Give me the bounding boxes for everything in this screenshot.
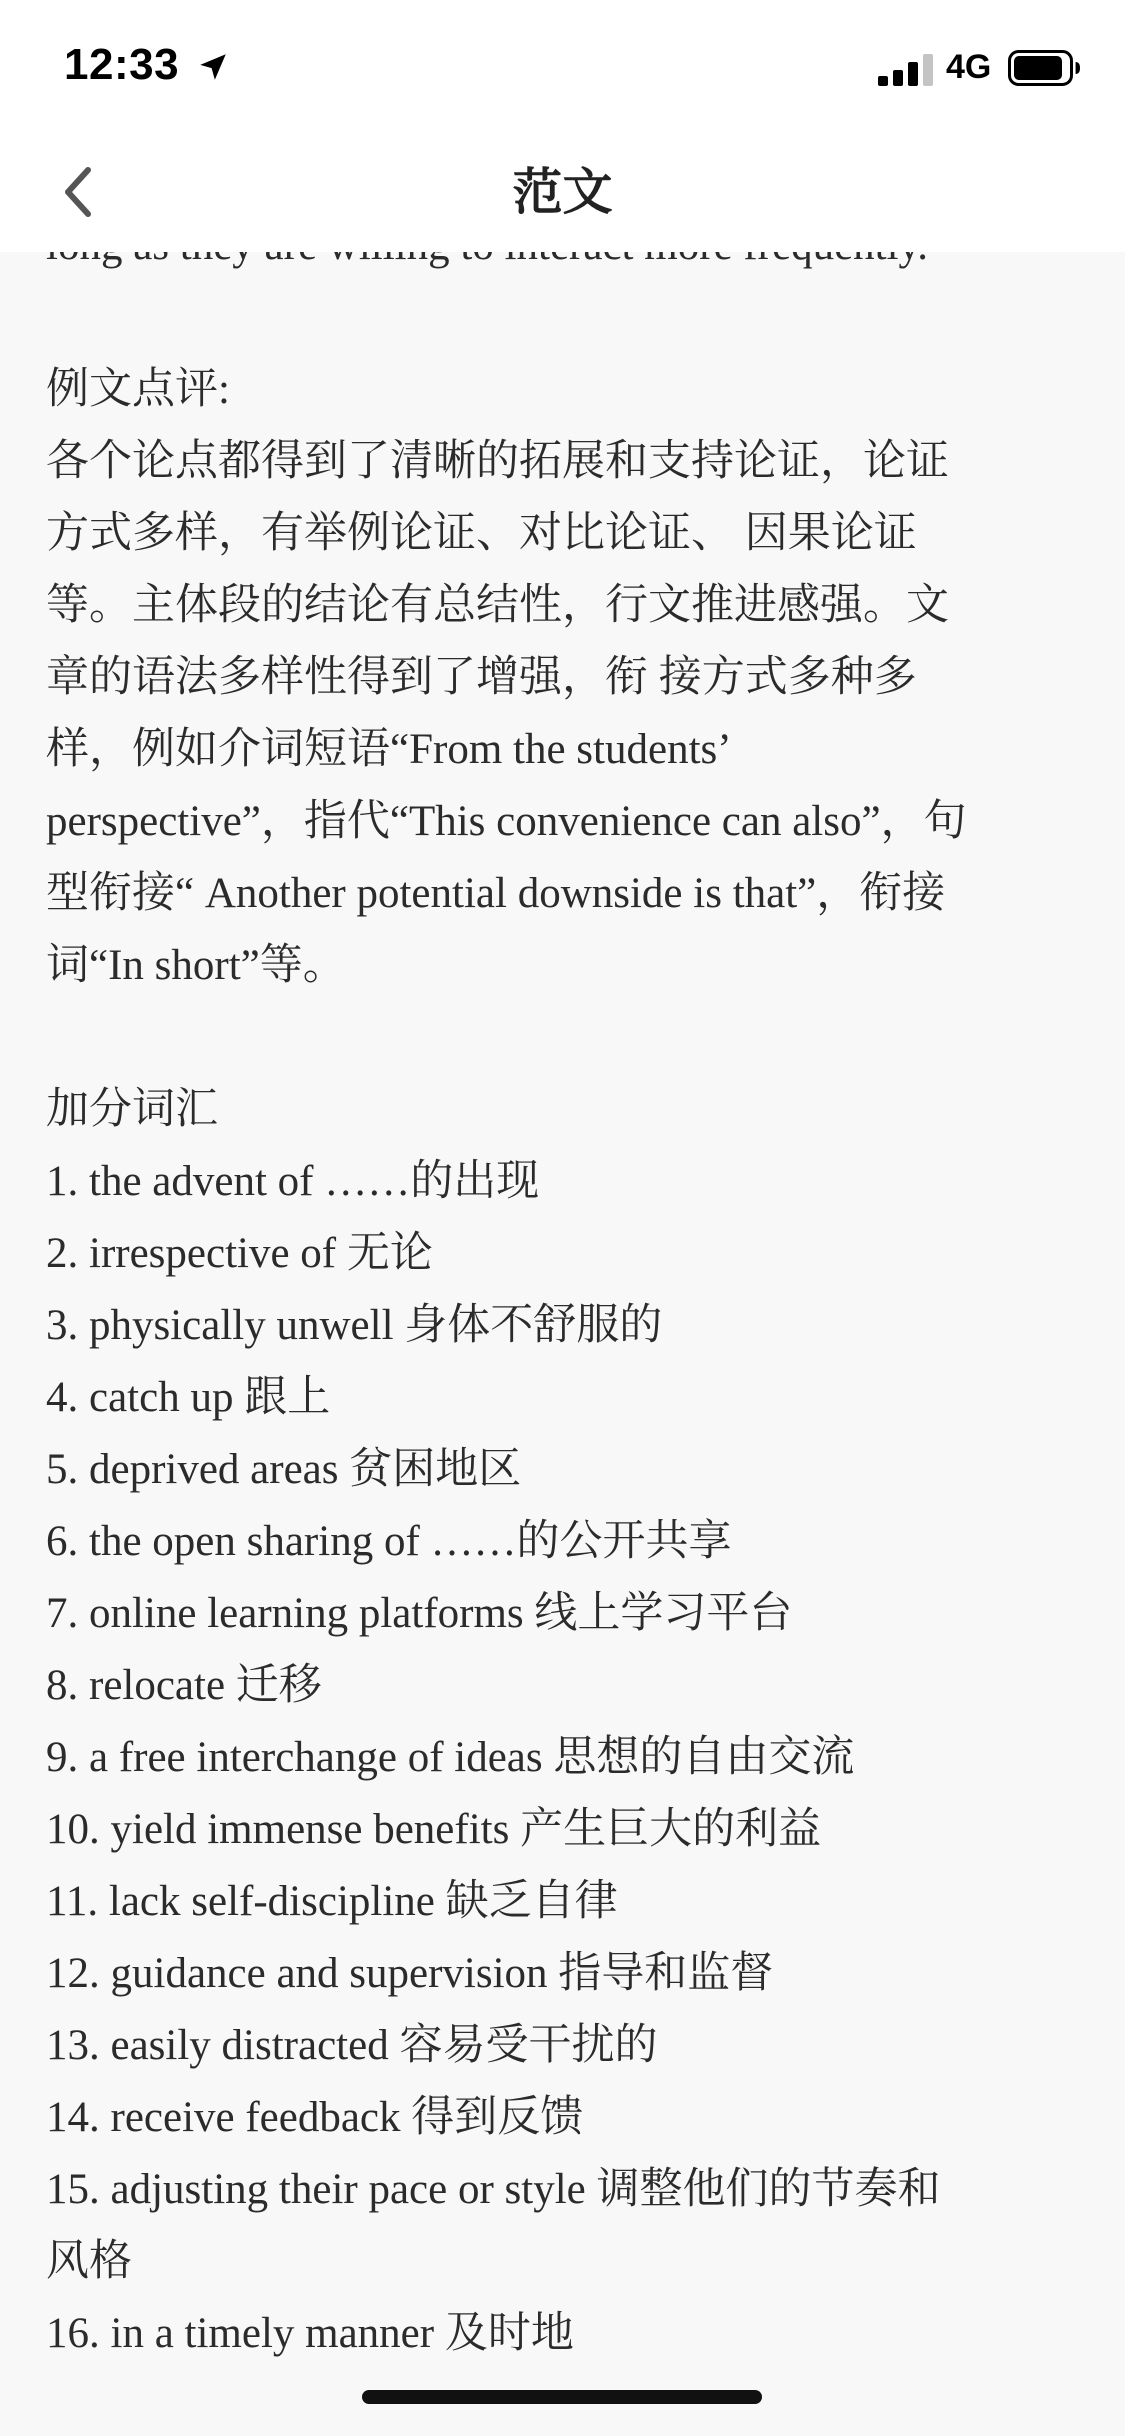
review-line: 方式多样，有举例论证、对比论证、 因果论证 (46, 510, 917, 557)
vocab-item: 6. the open sharing of ……的公开共享 (46, 1518, 732, 1565)
home-indicator[interactable] (362, 2390, 762, 2404)
vocab-item: 16. in a timely manner 及时地 (46, 2310, 574, 2357)
vocab-item: 2. irrespective of 无论 (46, 1230, 433, 1277)
review-line: 样，例如介词短语“From the students’ (46, 726, 732, 773)
vocab-item: 4. catch up 跟上 (46, 1374, 331, 1421)
vocab-item: 11. lack self-discipline 缺乏自律 (46, 1878, 618, 1925)
vocab-item: 10. yield immense benefits 产生巨大的利益 (46, 1806, 822, 1853)
paragraph-gap (46, 1002, 1086, 1074)
vocab-item: 14. receive feedback 得到反馈 (46, 2094, 584, 2141)
network-type-label: 4G (946, 48, 992, 86)
review-line: 章的语法多样性得到了增强，衔 接方式多种多 (46, 654, 917, 701)
vocab-item: 风格 (46, 2238, 132, 2285)
vocab-item: 1. the advent of ……的出现 (46, 1158, 540, 1205)
article-body (46, 354, 1086, 2370)
review-line: 型衔接“ Another potential downside is that”，衔接 (46, 870, 946, 917)
review-line: 各个论点都得到了清晰的拓展和支持论证，论证 (46, 438, 949, 485)
vocab-item: 5. deprived areas 贫困地区 (46, 1446, 522, 1493)
review-heading: 例文点评: (46, 366, 230, 413)
vocab-item: 8. relocate 迁移 (46, 1662, 322, 1709)
page-title: 范文 (512, 163, 613, 221)
navigation-bar (0, 132, 1125, 252)
vocab-item: 12. guidance and supervision 指导和监督 (46, 1950, 774, 1997)
vocab-item: 7. online learning platforms 线上学习平台 (46, 1590, 793, 1637)
vocab-item: 13. easily distracted 容易受干扰的 (46, 2022, 658, 2069)
vocab-item: 9. a free interchange of ideas 思想的自由交流 (46, 1734, 855, 1781)
cellular-signal-icon (878, 54, 934, 86)
review-line: perspective”，指代“This convenience can also”，句 (46, 798, 967, 845)
location-arrow-icon (196, 50, 230, 84)
review-line: 等。主体段的结论有总结性，行文推进感强。文 (46, 582, 949, 629)
status-time: 12:33 (64, 40, 180, 89)
vocab-item: 15. adjusting their pace or style 调整他们的节奏和 (46, 2166, 941, 2213)
vocab-item: 3. physically unwell 身体不舒服的 (46, 1302, 663, 1349)
review-line: 词“In short”等。 (46, 942, 346, 989)
status-bar (0, 0, 1125, 132)
vocab-heading: 加分词汇 (46, 1086, 218, 1133)
battery-icon (1008, 50, 1082, 86)
